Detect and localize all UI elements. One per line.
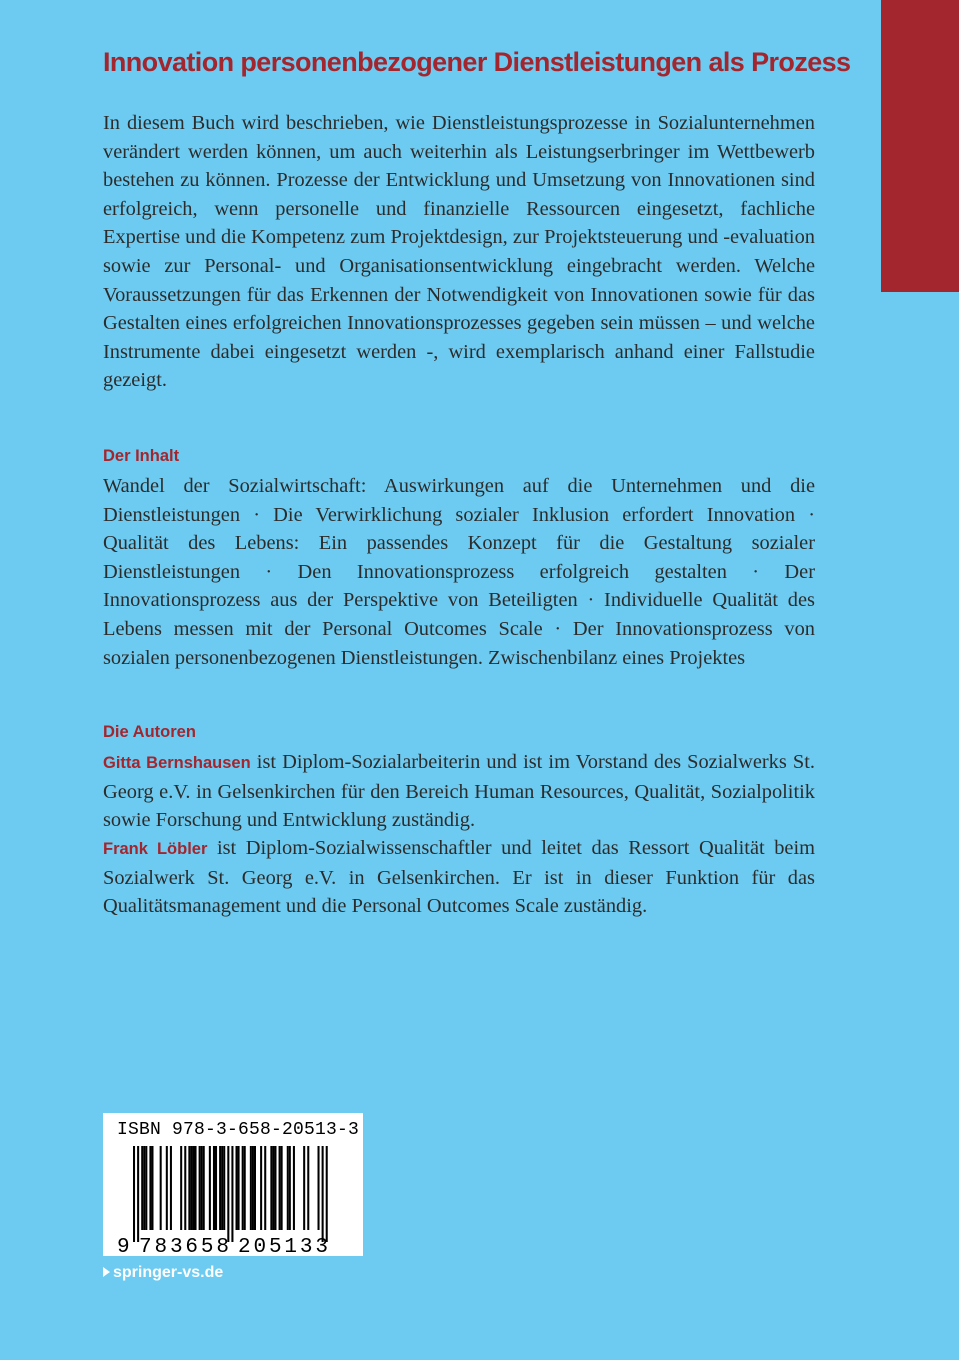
barcode-bar: [279, 1146, 281, 1230]
barcode-bar: [223, 1146, 225, 1230]
barcode-bar: [221, 1146, 223, 1230]
barcode-bar: [254, 1146, 256, 1230]
author-name: Frank Löbler: [103, 840, 208, 858]
barcode-bar: [272, 1146, 274, 1230]
barcode-bar: [242, 1146, 244, 1230]
barcode-guard-bar: [227, 1146, 229, 1242]
arrow-right-icon: [103, 1267, 110, 1277]
barcode-bar: [219, 1146, 221, 1230]
barcode-bar: [195, 1146, 197, 1230]
author-name: Gitta Bernshausen: [103, 754, 251, 772]
barcode-bar: [238, 1146, 240, 1230]
barcode-bar: [188, 1146, 190, 1230]
barcode-bar: [270, 1146, 272, 1230]
barcode-bar: [318, 1146, 320, 1230]
barcode-bar: [264, 1146, 266, 1230]
barcode-guard-bar: [231, 1146, 233, 1242]
barcode-bar: [180, 1146, 182, 1230]
contents-paragraph: Wandel der Sozialwirtschaft: Auswirkungen auf die Unternehmen und die Dienstleistungen · Die Verwirklichung sozialer Inklusion erfordert Innovation · Qualität des Lebens: Ein passendes Konzept für die Gestaltung sozialer Dienstleistungen · Den Innovationsprozess erfolgreich gestalten · Der Innovationsprozess aus der Perspektive von Beteiligten · Individuelle Qualität des Lebens messen mit der Personal Outcomes Scale · Der Innovationsprozess von sozialen personenbezogenen Dienstleistungen. Zwischenbilanz eines Projektes: [103, 475, 815, 669]
author-bio: [103, 834, 815, 921]
barcode-bar: [145, 1146, 147, 1230]
ean-left-digits: 783658: [139, 1236, 229, 1256]
ean-first-digit: 9: [117, 1236, 130, 1256]
barcode-bar: [293, 1146, 295, 1230]
barcode-guard-bar: [133, 1146, 135, 1242]
barcode-bar: [143, 1146, 145, 1230]
barcode-bar: [190, 1146, 192, 1230]
barcode-bar: [287, 1146, 289, 1230]
barcode-bar: [160, 1146, 162, 1230]
barcode-bar: [141, 1146, 143, 1230]
barcode-bar: [192, 1146, 194, 1230]
barcode-bar: [166, 1146, 168, 1230]
barcode-bar: [209, 1146, 211, 1230]
intro-paragraph: In diesem Buch wird beschrieben, wie Dienstleistungsprozesse in Sozialunternehmen verändert werden können, um auch weiterhin als Leistungserbringer im Wettbewerb bestehen zu können. Prozesse der Entwicklung und Umsetzung von Innovationen sind erfolgreich, wenn personelle und finanzielle Ressourcen eingesetzt, fachliche Expertise und die Kompetenz zum Projektdesign, zur Projektsteuerung und -evaluation sowie zur Personal- und Organisationsentwicklung eingebracht werden. Welche Voraussetzungen für das Erkennen der Notwendigkeit von Innovationen sowie für das Gestalten eines erfolgreichen Innovationsprozesses gegeben sein müssen – und welche Instrumente dabei eingesetzt werden -, wird exemplarisch anhand einer Fallstudie gezeigt.: [103, 112, 815, 392]
isbn-label: ISBN 978-3-658-20513-3: [117, 1120, 360, 1140]
barcode-bar: [151, 1146, 153, 1230]
barcode-bar: [170, 1146, 172, 1230]
barcode-bars: [103, 1113, 363, 1256]
book-title: Innovation personenbezogener Dienstleistungen als Prozess: [103, 47, 851, 77]
barcode-bar: [289, 1146, 291, 1230]
publisher-website[interactable]: [103, 1262, 223, 1284]
barcode-bar: [252, 1146, 254, 1230]
isbn-barcode: [103, 1113, 363, 1256]
barcode-bar: [213, 1146, 215, 1230]
barcode-bar: [307, 1146, 309, 1230]
barcode-bar: [203, 1146, 205, 1230]
barcode-bar: [274, 1146, 276, 1230]
barcode-bar: [260, 1146, 262, 1230]
red-accent-tab: [881, 0, 959, 292]
barcode-bar: [244, 1146, 246, 1230]
authors-heading: Die Autoren: [103, 723, 196, 741]
barcode-guard-bar: [326, 1146, 328, 1242]
barcode-bar: [149, 1146, 151, 1230]
author-bio-text: ist Diplom-Sozialwissenschaftler und leitet das Ressort Qualität beim Sozialwerk St. Georg e.V. in Gelsenkirchen. Er ist in dieser Funktion für das Qualitätsmanagement und die Personal Outcomes Scale zuständig.: [103, 837, 815, 918]
barcode-guard-bar: [322, 1146, 324, 1242]
ean-right-digits: 205133: [238, 1236, 328, 1256]
website-label: springer-vs.de: [113, 1264, 224, 1281]
author-bio: [103, 748, 815, 835]
barcode-bar: [184, 1146, 186, 1230]
barcode-bar: [215, 1146, 217, 1230]
barcode-bar: [250, 1146, 252, 1230]
author-bio-text: ist Diplom-Sozialarbeiterin und ist im Vorstand des Sozialwerks St. Georg e.V. in Gelsenkirchen für den Bereich Human Resources, Qualität, Sozialpolitik sowie Forschung und Entwicklung zuständig.: [103, 751, 815, 832]
barcode-bar: [199, 1146, 201, 1230]
barcode-bar: [236, 1146, 238, 1230]
barcode-guard-bar: [137, 1146, 139, 1242]
barcode-bar: [201, 1146, 203, 1230]
barcode-bar: [303, 1146, 305, 1230]
contents-heading: Der Inhalt: [103, 447, 180, 465]
barcode-bar: [281, 1146, 283, 1230]
